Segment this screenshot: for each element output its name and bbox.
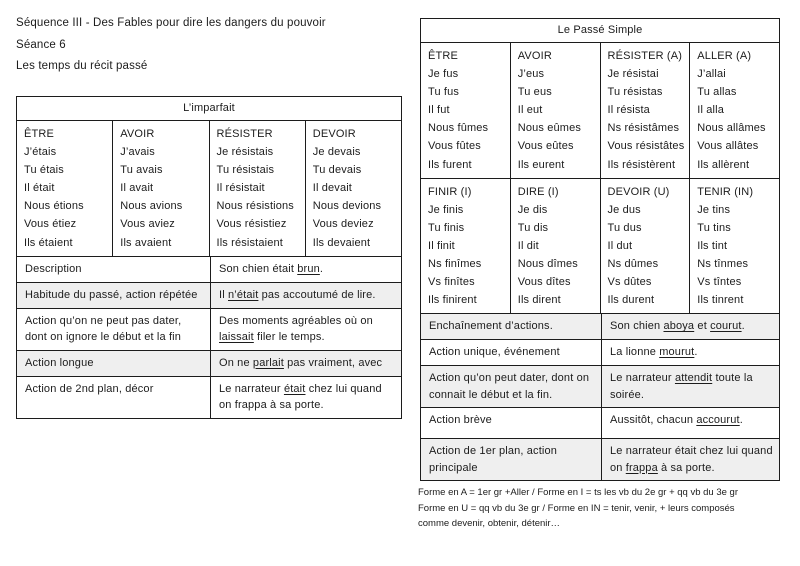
conjugation-form: Ils tint bbox=[697, 239, 728, 252]
conjugation-form: Tu résistais bbox=[216, 164, 275, 177]
conjugation-forms bbox=[608, 65, 688, 174]
usage-label: Action brève bbox=[421, 408, 602, 446]
conjugation-form: Je devais bbox=[312, 146, 361, 159]
usage-row-datable bbox=[421, 366, 779, 408]
conjugation-form: Ils eurent bbox=[517, 158, 565, 171]
conjugation-form: Ns dûmes bbox=[607, 258, 659, 271]
conjugation-forms bbox=[120, 143, 206, 252]
imparfait-conjugation-row bbox=[17, 121, 401, 257]
conjugation-form: Ils résistaient bbox=[216, 236, 283, 249]
conjugation-form: Il devait bbox=[312, 182, 353, 195]
underlined-verb: accourut bbox=[696, 414, 740, 427]
example-text: Son chien était bbox=[219, 262, 298, 275]
conjugation-forms bbox=[518, 201, 598, 310]
passe-simple-table bbox=[420, 18, 780, 447]
seance-subtitle: Séance 6 bbox=[16, 38, 66, 51]
example-text: Le narrateur était chez lui quand on bbox=[610, 445, 773, 474]
example-text: à sa porte. bbox=[657, 461, 715, 474]
example-text: Le narrateur bbox=[610, 372, 675, 385]
conjugation-form: Il fut bbox=[428, 104, 450, 117]
conjugation-form: Il dut bbox=[607, 239, 633, 252]
usage-label: Action unique, événement bbox=[421, 340, 602, 365]
conjugation-form: Vous résistâtes bbox=[607, 140, 685, 153]
ps-column-dire-i bbox=[511, 179, 601, 314]
underlined-verb: attendit bbox=[674, 372, 713, 385]
conjugation-form: Je tins bbox=[697, 203, 731, 216]
conjugation-forms bbox=[608, 201, 688, 310]
underlined-verb: brun bbox=[297, 262, 320, 275]
usage-row-action-longue bbox=[17, 351, 401, 377]
example-text: et bbox=[694, 320, 711, 333]
conjugation-form: Ils avaient bbox=[120, 236, 172, 249]
conjugation-forms bbox=[518, 65, 598, 174]
conjugation-form: Vs finîtes bbox=[428, 276, 475, 289]
verb-heading: RÉSISTER (A) bbox=[607, 50, 683, 62]
usage-label: Description bbox=[17, 257, 211, 282]
conjugation-form: Nous dîmes bbox=[517, 258, 578, 271]
usage-label: Action qu’on ne peut pas dater, dont on ignore le début et la fin bbox=[17, 309, 211, 350]
conjugation-form: Nous résistions bbox=[216, 200, 294, 213]
underlined-verb: parlait bbox=[252, 356, 284, 369]
underlined-verb: courut bbox=[710, 320, 742, 333]
verb-heading: RÉSISTER bbox=[216, 128, 273, 140]
conjugation-form: Ils dirent bbox=[517, 294, 561, 307]
usage-label: Enchaînement d’actions. bbox=[421, 314, 602, 339]
verb-heading: TENIR (IN) bbox=[697, 185, 754, 198]
conjugation-form: Il eut bbox=[517, 104, 543, 117]
conjugation-form: Vous deviez bbox=[312, 218, 374, 231]
underlined-verb: laissait bbox=[219, 331, 254, 344]
conjugation-form: Vs tîntes bbox=[697, 276, 742, 289]
conjugation-form: Tu tins bbox=[697, 221, 731, 234]
verb-heading: FINIR (I) bbox=[428, 185, 472, 198]
conjugation-form: Il était bbox=[24, 182, 55, 195]
conjugation-form: Nous fûmes bbox=[428, 122, 489, 135]
conjugation-form: Tu eus bbox=[517, 86, 552, 99]
imparfait-column-resister bbox=[210, 121, 306, 256]
usage-example bbox=[602, 439, 779, 480]
example-text: Son chien bbox=[610, 320, 664, 333]
example-text: Le narrateur bbox=[219, 382, 284, 395]
conjugation-form: J’allai bbox=[697, 68, 726, 81]
document-header bbox=[16, 13, 326, 78]
conjugation-form: Nous avions bbox=[120, 200, 183, 213]
conjugation-form: Ils finirent bbox=[428, 294, 477, 307]
conjugation-form: Je dis bbox=[517, 203, 548, 216]
conjugation-form: Tu fus bbox=[428, 86, 460, 99]
usage-row-enchainement bbox=[421, 314, 779, 340]
verb-heading: DEVOIR bbox=[312, 128, 356, 140]
ps-column-aller-a bbox=[690, 43, 779, 178]
conjugation-form: Ns finîmes bbox=[428, 258, 482, 271]
usage-row-1er-plan bbox=[420, 438, 780, 481]
conjugation-form: Je résistais bbox=[216, 146, 274, 159]
conjugation-form: Vous résistiez bbox=[216, 218, 287, 231]
conjugation-form: Tu allas bbox=[697, 86, 737, 99]
example-text: chez lui quand on frappa à sa porte. bbox=[219, 382, 382, 412]
conjugation-form: Vous dîtes bbox=[517, 276, 571, 289]
example-text: Il bbox=[219, 288, 229, 301]
example-text: Aussitôt, chacun bbox=[610, 414, 697, 427]
ps-column-avoir bbox=[511, 43, 601, 178]
conjugation-forms bbox=[428, 201, 508, 310]
example-text: . bbox=[319, 262, 324, 275]
usage-row-habitude bbox=[17, 283, 401, 309]
conjugation-form: Je résistai bbox=[607, 68, 659, 81]
usage-label: Habitude du passé, action répétée bbox=[17, 283, 211, 308]
usage-example bbox=[211, 283, 401, 308]
usage-label: Action qu’on peut dater, dont on connait le début et la fin. bbox=[421, 366, 602, 407]
ps-column-etre bbox=[421, 43, 511, 178]
example-text: pas accoutumé de lire. bbox=[258, 288, 376, 301]
conjugation-form: Ils durent bbox=[607, 294, 655, 307]
example-text: . bbox=[694, 346, 698, 359]
form-notes bbox=[418, 485, 793, 532]
conjugation-form: Tu finis bbox=[428, 221, 465, 234]
conjugation-form: Il alla bbox=[697, 104, 724, 117]
usage-row-action-unique bbox=[421, 340, 779, 366]
imparfait-column-avoir bbox=[113, 121, 209, 256]
ps-column-finir-i bbox=[421, 179, 511, 314]
conjugation-form: Il finit bbox=[428, 239, 455, 252]
verb-heading: ALLER (A) bbox=[697, 50, 752, 62]
example-text: . bbox=[741, 320, 745, 333]
conjugation-form: Je finis bbox=[428, 203, 464, 216]
conjugation-form: Ils tinrent bbox=[697, 294, 744, 307]
verb-heading: AVOIR bbox=[120, 128, 155, 140]
conjugation-form: Tu dus bbox=[607, 221, 642, 234]
conjugation-form: J’étais bbox=[24, 146, 57, 159]
note-line-3: comme devenir, obtenir, détenir… bbox=[418, 518, 561, 529]
conjugation-form: Vs dûtes bbox=[607, 276, 652, 289]
conjugation-form: Vous étiez bbox=[24, 218, 77, 231]
lesson-subtitle: Les temps du récit passé bbox=[16, 60, 148, 72]
usage-label: Action de 1er plan, action principale bbox=[421, 439, 602, 480]
conjugation-form: Vous aviez bbox=[120, 218, 175, 231]
conjugation-form: J’avais bbox=[120, 146, 155, 159]
conjugation-form: Ils allèrent bbox=[697, 158, 750, 171]
usage-example bbox=[602, 340, 779, 365]
passe-simple-conjugation-row-2 bbox=[421, 179, 779, 315]
underlined-verb: frappa bbox=[625, 461, 658, 474]
conjugation-form: Ils furent bbox=[428, 158, 472, 171]
note-line-2: Forme en U = qq vb du 3e gr / Forme en IN = tenir, venir, + leurs composés bbox=[418, 502, 735, 514]
example-text: . bbox=[739, 414, 743, 427]
usage-label: Action longue bbox=[17, 351, 211, 376]
conjugation-form: Vous fûtes bbox=[428, 140, 481, 153]
ps-column-resister-a bbox=[601, 43, 691, 178]
ps-column-tenir-in bbox=[690, 179, 779, 314]
underlined-verb: était bbox=[283, 382, 306, 395]
conjugation-form: Vous allâtes bbox=[697, 140, 759, 153]
conjugation-form: Vous eûtes bbox=[517, 140, 574, 153]
note-line-1: Forme en A = 1er gr +Aller / Forme en I = ts les vb du 2e gr + qq vb du 3e gr bbox=[418, 487, 739, 498]
conjugation-form: Tu dis bbox=[517, 221, 549, 234]
usage-example bbox=[602, 314, 779, 339]
usage-example bbox=[602, 366, 779, 407]
usage-row-2nd-plan bbox=[17, 377, 401, 418]
usage-example bbox=[211, 351, 401, 376]
conjugation-form: Ils devaient bbox=[312, 236, 371, 249]
conjugation-forms bbox=[697, 201, 777, 310]
conjugation-forms bbox=[697, 65, 777, 174]
conjugation-form: Il résistait bbox=[216, 182, 265, 195]
conjugation-form: Il dit bbox=[517, 239, 539, 252]
underlined-verb: n’était bbox=[228, 288, 259, 301]
underlined-verb: mourut bbox=[659, 346, 695, 359]
imparfait-table bbox=[16, 96, 402, 419]
conjugation-form: Il avait bbox=[120, 182, 154, 195]
imparfait-column-devoir bbox=[306, 121, 401, 256]
passe-simple-table-title: Le Passé Simple bbox=[421, 19, 779, 43]
verb-heading: ÊTRE bbox=[24, 128, 54, 140]
conjugation-forms bbox=[428, 65, 508, 174]
verb-heading: ÊTRE bbox=[428, 50, 458, 62]
underlined-verb: aboya bbox=[663, 320, 695, 333]
usage-example bbox=[211, 309, 401, 350]
usage-row-description bbox=[17, 257, 401, 283]
usage-row-non-datable bbox=[17, 309, 401, 351]
conjugation-form: Tu résistas bbox=[607, 86, 663, 99]
ps-column-devoir-u bbox=[601, 179, 691, 314]
conjugation-form: Je dus bbox=[607, 203, 641, 216]
example-text: La lionne bbox=[610, 346, 660, 359]
conjugation-form: Ils étaient bbox=[24, 236, 73, 249]
verb-heading: DEVOIR (U) bbox=[607, 185, 670, 198]
example-text: toute la soirée. bbox=[610, 372, 753, 401]
verb-heading: AVOIR bbox=[517, 50, 552, 62]
conjugation-form: Tu étais bbox=[24, 164, 64, 177]
imparfait-column-etre bbox=[17, 121, 113, 256]
example-text: filer le temps. bbox=[253, 331, 325, 344]
imparfait-table-title: L’imparfait bbox=[17, 97, 401, 121]
verb-heading: DIRE (I) bbox=[517, 185, 559, 198]
passe-simple-conjugation-row-1 bbox=[421, 43, 779, 179]
example-text: Des moments agréables où on bbox=[219, 314, 373, 327]
example-text: On ne bbox=[219, 356, 253, 369]
conjugation-form: Tu devais bbox=[312, 164, 362, 177]
conjugation-form: Nous devions bbox=[312, 200, 382, 213]
conjugation-form: Tu avais bbox=[120, 164, 163, 177]
sequence-title: Séquence III - Des Fables pour dire les dangers du pouvoir bbox=[16, 17, 326, 29]
conjugation-form: Ns résistâmes bbox=[607, 122, 680, 135]
conjugation-form: Ils résistèrent bbox=[607, 158, 676, 171]
conjugation-forms bbox=[24, 143, 110, 252]
usage-label: Action de 2nd plan, décor bbox=[17, 377, 211, 418]
conjugation-form: Nous étions bbox=[24, 200, 84, 213]
conjugation-form: Nous allâmes bbox=[697, 122, 766, 135]
conjugation-form: Ns tînmes bbox=[697, 258, 749, 271]
conjugation-form: J’eus bbox=[517, 68, 545, 81]
conjugation-form: Il résista bbox=[607, 104, 650, 117]
conjugation-form: Je fus bbox=[428, 68, 459, 81]
conjugation-form: Nous eûmes bbox=[517, 122, 582, 135]
usage-example bbox=[211, 257, 401, 282]
conjugation-forms bbox=[217, 143, 303, 252]
example-text: pas vraiment, avec bbox=[283, 356, 383, 369]
usage-example bbox=[211, 377, 401, 418]
conjugation-forms bbox=[313, 143, 399, 252]
